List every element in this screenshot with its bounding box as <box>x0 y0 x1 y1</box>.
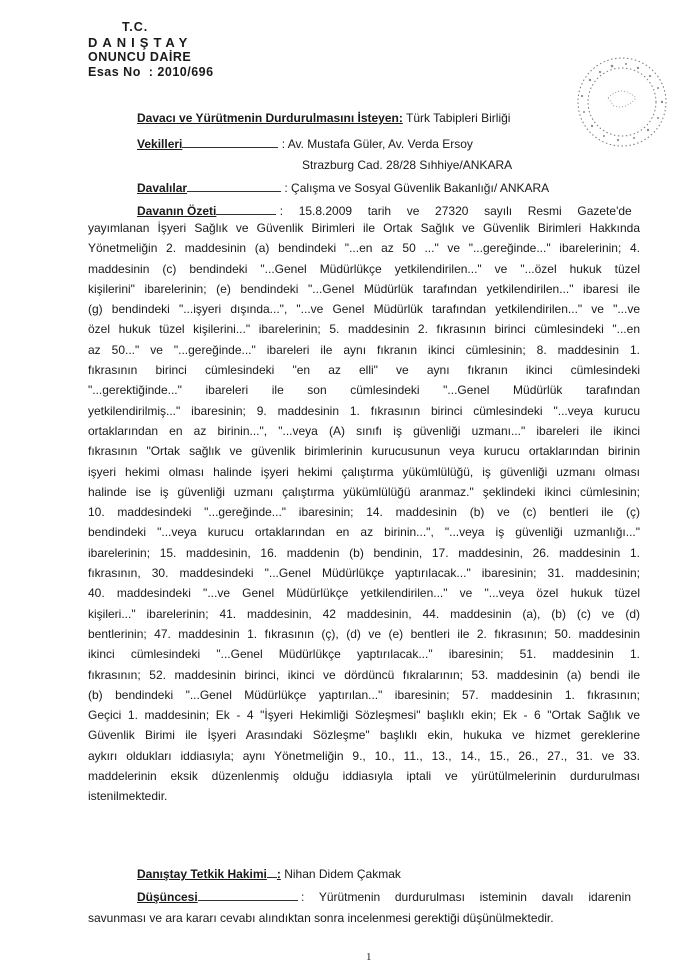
summary-label: Davanın Özeti <box>137 204 217 218</box>
summary-line: ibarelerinin; 15. maddesinin, 16. maddenin (b) bendinin, 17. maddesinin, 26. maddesinin 1. <box>88 545 640 560</box>
header-case-no <box>88 65 214 80</box>
underline-gap <box>267 877 277 878</box>
lawyers-address: Strazburg Cad. 28/28 Sıhhiye/ANKARA <box>302 158 513 172</box>
case-no-label: Esas No <box>88 65 141 79</box>
summary-line: bendindeki "...veya kurucu ortaklarından en az birinin...", "...veya iş güvenliği uzmanlığı..." <box>88 525 640 540</box>
summary-line: halinde ise iş güvenliği uzmanı çalıştırma yükümlülüğü aranmaz." şeklindeki ikinci cümlesinin; <box>88 484 640 499</box>
underline-gap <box>216 214 276 215</box>
summary-line: 10. maddesindeki "...gereğinde..." ibaresinin; 14. maddesinin (b) ve (c) bentleri ile (ç) <box>88 505 640 520</box>
summary-first-line: : 15.8.2009 tarih ve 27320 sayılı Resmi Gazete'de <box>279 204 632 218</box>
defendant-value: : Çalışma ve Sosyal Güvenlik Bakanlığı/ ANKARA <box>284 181 550 195</box>
summary-line: bentlerinin; 47. maddesinin 1. fıkrasının (ç), (d) ve (e) bentleri ile 2. fıkrasının; 50. maddesinin <box>88 626 640 641</box>
summary-line: Yönetmeliğin 2. maddesinin (a) bendindeki "...en az 50 ..." ve "...gereğinde..." ibarelerinin; 4. <box>88 241 640 256</box>
summary-line: işyeri hekimi olması halinde işyeri hekimi çalıştırma yükümlülüğü, iş güvenliği uzmanı olması <box>88 464 640 479</box>
underline-gap <box>187 191 281 192</box>
summary-line: fıkrasının, 30. maddesindeki "...Genel Müdürlükçe yaptırılacak..." ibaresinin; 31. maddesinin; <box>88 566 640 581</box>
summary-line: yetkilendirilmiş..." ibaresinin; 9. maddesinin 1. fıkrasının birinci cümlesindeki "...veya kurucu <box>88 403 640 418</box>
plaintiff-row <box>137 110 510 126</box>
summary-line: özel hukuk tüzel kişilerini..." ibarelerinin; 5. maddesinin 2. fıkrasının birinci cümlesindeki "...en <box>88 322 640 337</box>
lawyers-row <box>137 136 473 152</box>
underline-gap <box>198 900 298 901</box>
defendant-label: Davalılar <box>137 181 188 195</box>
summary-line: ortaklarından en az birinin...", "...veya (A) sınıfı iş güvenliği uzmanı..." ibareleri ile ikinci <box>88 423 640 438</box>
document-header <box>88 20 214 80</box>
summary-line: Geçici 1. maddesinin; Ek - 4 "İşyeri Hekimliği Sözleşmesi" başlıklı ekin; Ek - 6 "Ortak Sağlık ve <box>88 708 640 723</box>
lawyers-label: Vekilleri <box>137 137 183 151</box>
plaintiff-value: Türk Tabipleri Birliği <box>405 111 511 125</box>
summary-line: az 50..." ve "...gereğinde..." ibareleri ile aynı fıkranın ikinci cümlesinin; 8. maddesinin 1. <box>88 342 640 357</box>
underline-gap <box>182 147 278 148</box>
summary-line: istenilmektedir. <box>88 789 168 804</box>
summary-line: aykırı oldukları iddiasıyla; aynı Yönetmeliğin 9., 10., 11., 13., 14., 15., 26., 27., 31. ve 33. <box>88 748 640 763</box>
opinion-label: Düşüncesi <box>137 890 198 904</box>
case-summary <box>88 218 640 807</box>
summary-line: "...gerektiğinde..." ibareleri ile son cümlesindeki "...Genel Müdürlük tarafından <box>88 383 640 398</box>
summary-line: Güvenlik Birimi ile İşyeri Arasındaki Sözleşme" başlıklı ekin, hukuka ve hizmet gereklerine <box>88 728 640 743</box>
header-chamber: ONUNCU DAİRE <box>88 50 192 64</box>
summary-line: maddelerinin eksik düzenlenmiş olduğu iddiasıyla iptali ve yürütülmelerinin durdurulması <box>88 769 640 784</box>
summary-line: ikinci cümlesindeki "...Genel Müdürlükçe yaptırılacak..." ibaresinin; 51. maddesinin 1. <box>88 647 640 662</box>
judge-colon: : <box>276 867 281 881</box>
opinion-first-line: : Yürütmenin durdurulması isteminin davalı idarenin <box>301 890 632 904</box>
plaintiff-label: Davacı ve Yürütmenin Durdurulmasını İsteyen: <box>137 111 403 125</box>
summary-line: fıkrasının "Ortak sağlık ve güvenlik birimlerinin kurucusunun veya kurucu ortaklarından birinin <box>88 444 640 459</box>
lawyers-value: : Av. Mustafa Güler, Av. Verda Ersoy <box>281 137 473 151</box>
summary-line: maddesinin (c) bendindeki "...Genel Müdürlükçe yetkilendirilen..." ve "...özel hukuk tüzel <box>88 261 640 276</box>
opinion-second-line: savunması ve ara kararı cevabı alındıktan sonra incelenmesi gerektiği düşünülmektedir. <box>88 911 554 925</box>
page-number: 1 <box>366 951 372 963</box>
judge-row <box>137 866 401 882</box>
summary-line: kişileri..." ibarelerinin; 41. maddesinin, 42 maddesinin, 44. maddesinin (a), (b) (c) ve (d) <box>88 606 640 621</box>
summary-heading-row <box>137 203 640 219</box>
opinion-row <box>137 889 640 905</box>
judge-value: Nihan Didem Çakmak <box>284 867 401 881</box>
summary-line: fıkrasının birinci cümlesindeki "en az elli" ve aynı fıkranın ikinci cümlesindeki <box>88 363 640 378</box>
summary-line: kişilerini" ibarelerinin; (e) bendindeki "...Genel Müdürlük tarafından yetkilendirilen..." ibaresi ile <box>88 281 640 296</box>
summary-line: 40. maddesindeki "...ve Genel Müdürlükçe yetkilendirilen..." ve "...veya özel hukuk tüzel <box>88 586 640 601</box>
case-no-value: : 2010/696 <box>148 65 214 79</box>
defendant-row <box>137 180 549 196</box>
header-tc: T.C. <box>122 20 149 34</box>
official-stamp <box>560 50 680 160</box>
summary-line: (g) bendindeki "...işyeri dışında...", "...ve Genel Müdürlük tarafından yetkilendirilen..." ve "...ve <box>88 302 640 317</box>
summary-line: (b) bendindeki "...Genel Müdürlükçe yaptırılan..." ibaresinin; 57. maddesinin 1. fıkrasının; <box>88 687 640 702</box>
summary-line: fıkrasının; 52. maddesinin birinci, ikinci ve dördüncü fıkralarının; 53. maddesinin (a) bendi ile <box>88 667 640 682</box>
summary-line: yayımlanan İşyeri Sağlık ve Güvenlik Birimleri ile Ortak Sağlık ve Güvenlik Birimleri Hakkında <box>88 221 640 235</box>
judge-label: Danıştay Tetkik Hakimi <box>137 867 267 881</box>
header-court: DANIŞTAY <box>88 35 193 50</box>
